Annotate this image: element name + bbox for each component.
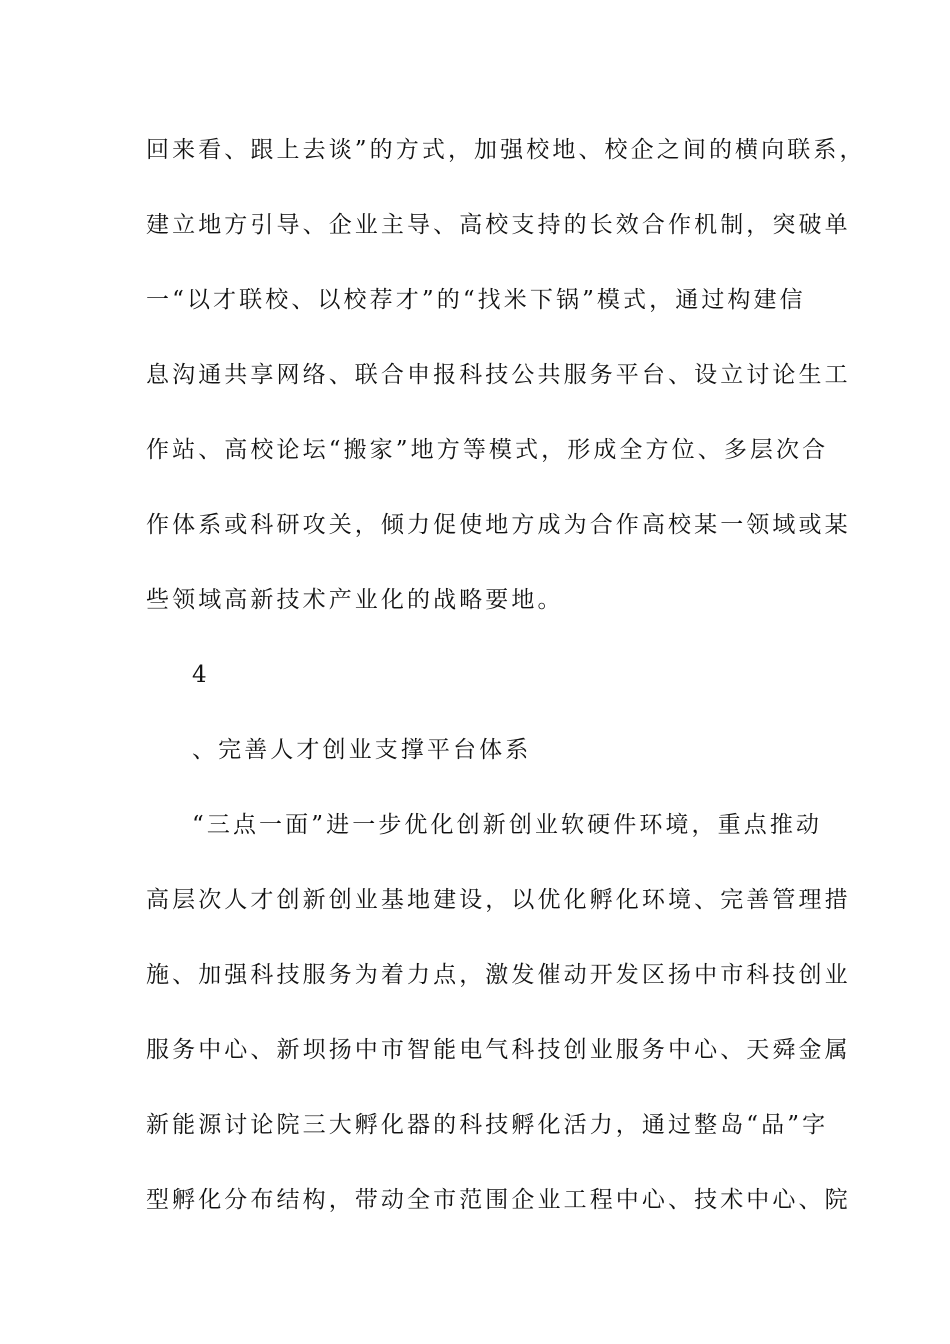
body-text-line: “三点一面”进一步优化创新创业软硬件环境，重点推动 (192, 812, 823, 838)
body-text-line: 些领域高新技术产业化的战略要地。 (146, 587, 564, 613)
body-text-line: 一“以才联校、以校荐才”的“找米下锅”模式，通过构建信 (146, 287, 806, 313)
body-text-line: 新能源讨论院三大孵化器的科技孵化活力，通过整岛“品”字 (146, 1112, 829, 1138)
body-text-line: 建立地方引导、企业主导、高校支持的长效合作机制，突破单 (146, 212, 851, 238)
body-text-line: 服务中心、新坝扬中市智能电气科技创业服务中心、天舜金属 (146, 1037, 851, 1063)
body-text-line: 回来看、跟上去谈”的方式，加强校地、校企之间的横向联系， (146, 137, 866, 163)
body-text-line: 作站、高校论坛“搬家”地方等模式，形成全方位、多层次合 (146, 437, 829, 463)
section-number: 4 (192, 662, 210, 688)
body-text-line: 作体系或科研攻关，倾力促使地方成为合作高校某一领域或某 (146, 512, 851, 538)
body-text-line: 息沟通共享网络、联合申报科技公共服务平台、设立讨论生工 (146, 362, 851, 388)
body-text-line: 施、加强科技服务为着力点，激发催动开发区扬中市科技创业 (146, 962, 851, 988)
section-heading: 、完善人才创业支撑平台体系 (192, 737, 532, 763)
body-text-line: 型孵化分布结构，带动全市范围企业工程中心、技术中心、院 (146, 1187, 851, 1213)
body-text-line: 高层次人才创新创业基地建设，以优化孵化环境、完善管理措 (146, 887, 851, 913)
